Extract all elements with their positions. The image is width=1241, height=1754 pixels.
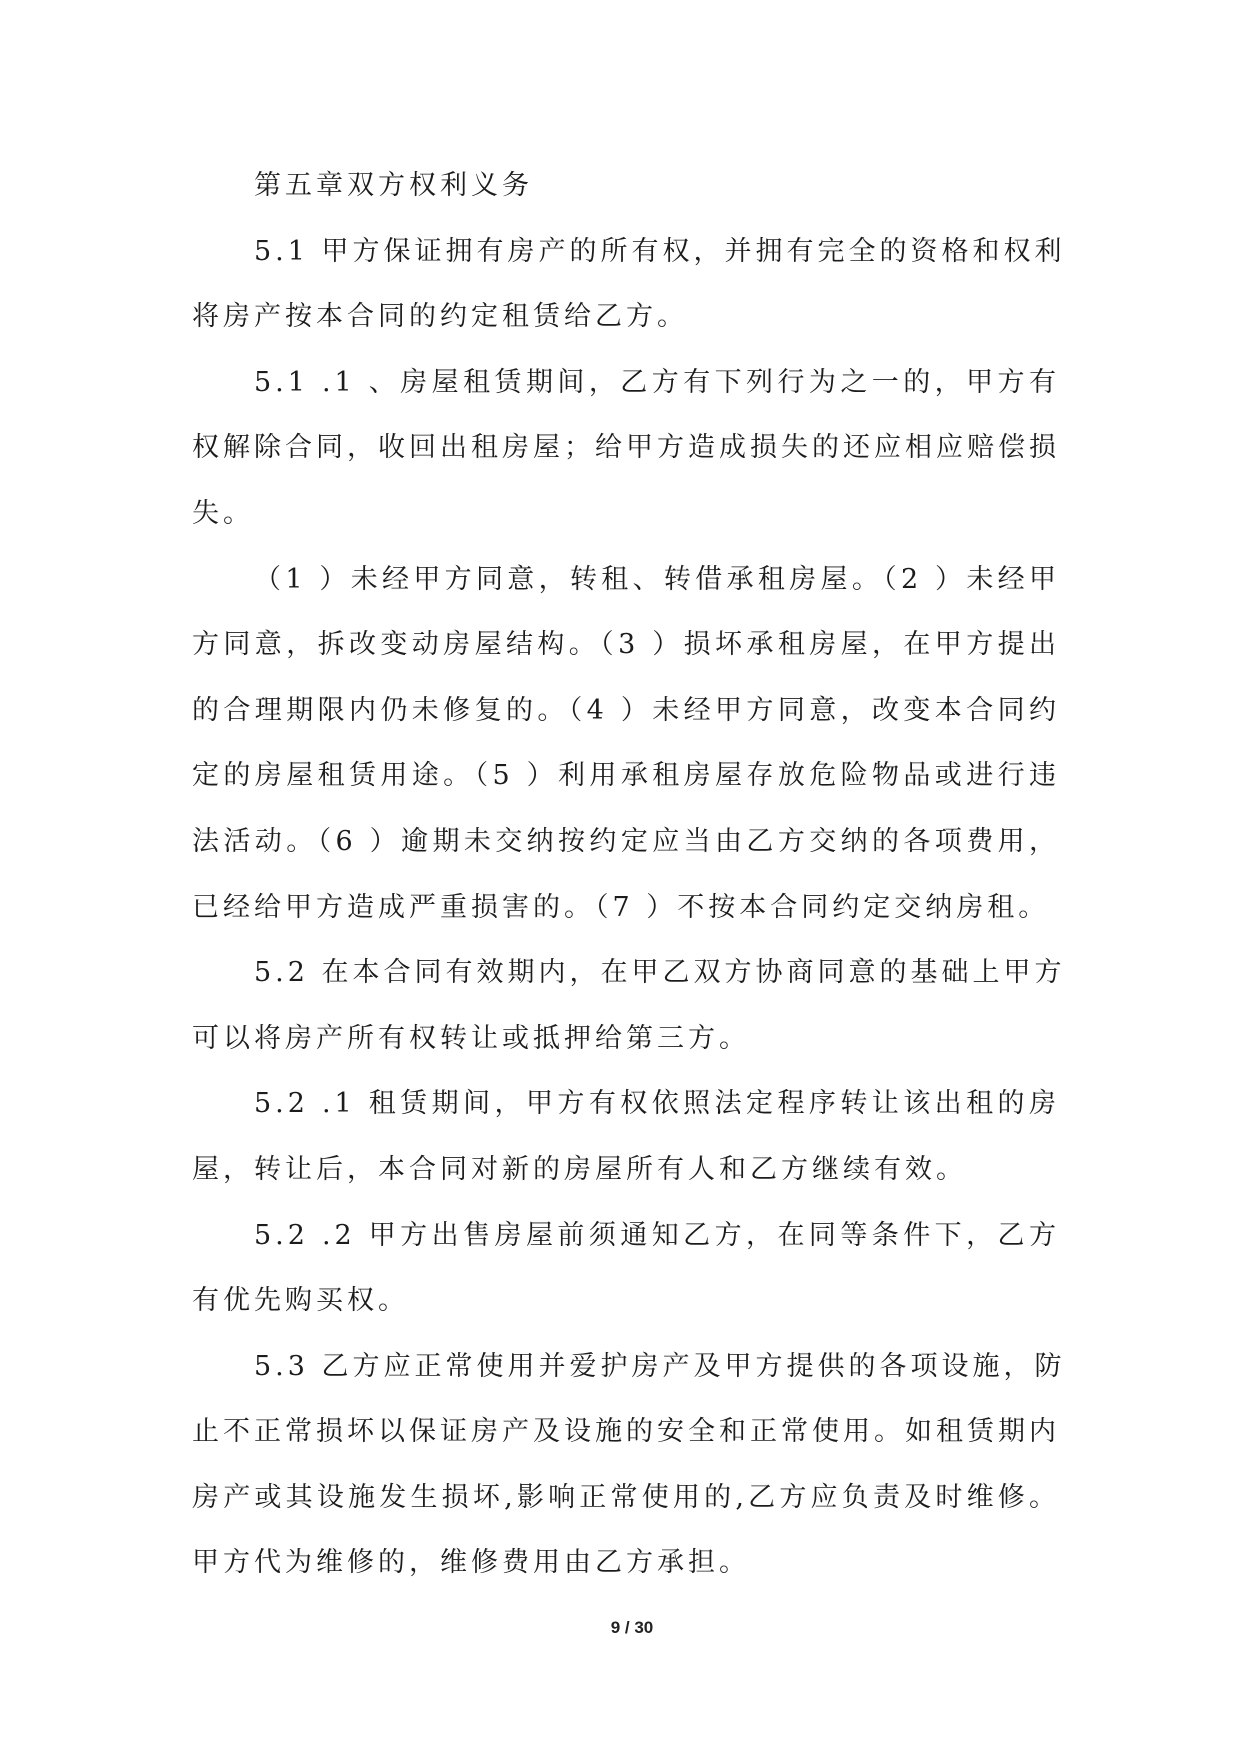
text-line: 已经给甲方造成严重损害的。（7 ）不按本合同约定交纳房租。 bbox=[192, 891, 1050, 923]
text-line: 定的房屋租赁用途。（5 ）利用承租房屋存放危险物品或进行违 bbox=[192, 760, 1060, 792]
text-line: 房产或其设施发生损坏,影响正常使用的,乙方应负责及时维修。 bbox=[192, 1481, 1060, 1513]
paragraph-violations-list bbox=[192, 547, 1060, 941]
paragraph-5-1 bbox=[192, 219, 1066, 350]
text-line: 将房产按本合同的约定租赁给乙方。 bbox=[192, 301, 688, 333]
text-line: 5.2 在本合同有效期内，在甲乙双方协商同意的基础上甲方 bbox=[254, 957, 1066, 989]
text-line: 的合理期限内仍未修复的。（4 ）未经甲方同意，改变本合同约 bbox=[192, 694, 1060, 726]
text-line: 失。 bbox=[192, 497, 254, 529]
text-line: 甲方代为维修的，维修费用由乙方承担。 bbox=[192, 1547, 750, 1579]
text-line: 有优先购买权。 bbox=[192, 1285, 409, 1317]
text-line: 屋，转让后，本合同对新的房屋所有人和乙方继续有效。 bbox=[192, 1153, 967, 1185]
paragraph-5-2-2 bbox=[192, 1203, 1060, 1334]
document-body bbox=[192, 153, 1066, 1596]
paragraph-5-1-1 bbox=[192, 350, 1060, 547]
text-line: 止不正常损坏以保证房产及设施的安全和正常使用。如租赁期内 bbox=[192, 1416, 1060, 1448]
paragraph-5-2 bbox=[192, 940, 1066, 1071]
paragraph-5-3 bbox=[192, 1334, 1066, 1596]
text-line: 5.2 .2 甲方出售房屋前须通知乙方，在同等条件下，乙方 bbox=[254, 1219, 1060, 1251]
page-number: 9 / 30 bbox=[610, 1618, 654, 1637]
text-line: 法活动。（6 ）逾期未交纳按约定应当由乙方交纳的各项费用， bbox=[192, 825, 1060, 857]
text-line: 可以将房产所有权转让或抵押给第三方。 bbox=[192, 1022, 750, 1054]
chapter-heading bbox=[192, 153, 1060, 219]
text-line: （1 ）未经甲方同意，转租、转借承租房屋。（2 ）未经甲 bbox=[254, 563, 1060, 595]
paragraph-5-2-1 bbox=[192, 1071, 1060, 1202]
text-line: 5.3 乙方应正常使用并爱护房产及甲方提供的各项设施，防 bbox=[254, 1350, 1066, 1382]
text-line: 5.1 甲方保证拥有房产的所有权，并拥有完全的资格和权利 bbox=[254, 235, 1066, 267]
text-line: 方同意，拆改变动房屋结构。（3 ）损坏承租房屋，在甲方提出 bbox=[192, 629, 1060, 661]
text-line: 5.1 .1 、房屋租赁期间，乙方有下列行为之一的，甲方有 bbox=[254, 366, 1060, 398]
text-line: 5.2 .1 租赁期间，甲方有权依照法定程序转让该出租的房 bbox=[254, 1088, 1060, 1120]
text-line: 权解除合同，收回出租房屋；给甲方造成损失的还应相应赔偿损 bbox=[192, 432, 1060, 464]
chapter-heading-text: 第五章双方权利义务 bbox=[254, 170, 533, 201]
